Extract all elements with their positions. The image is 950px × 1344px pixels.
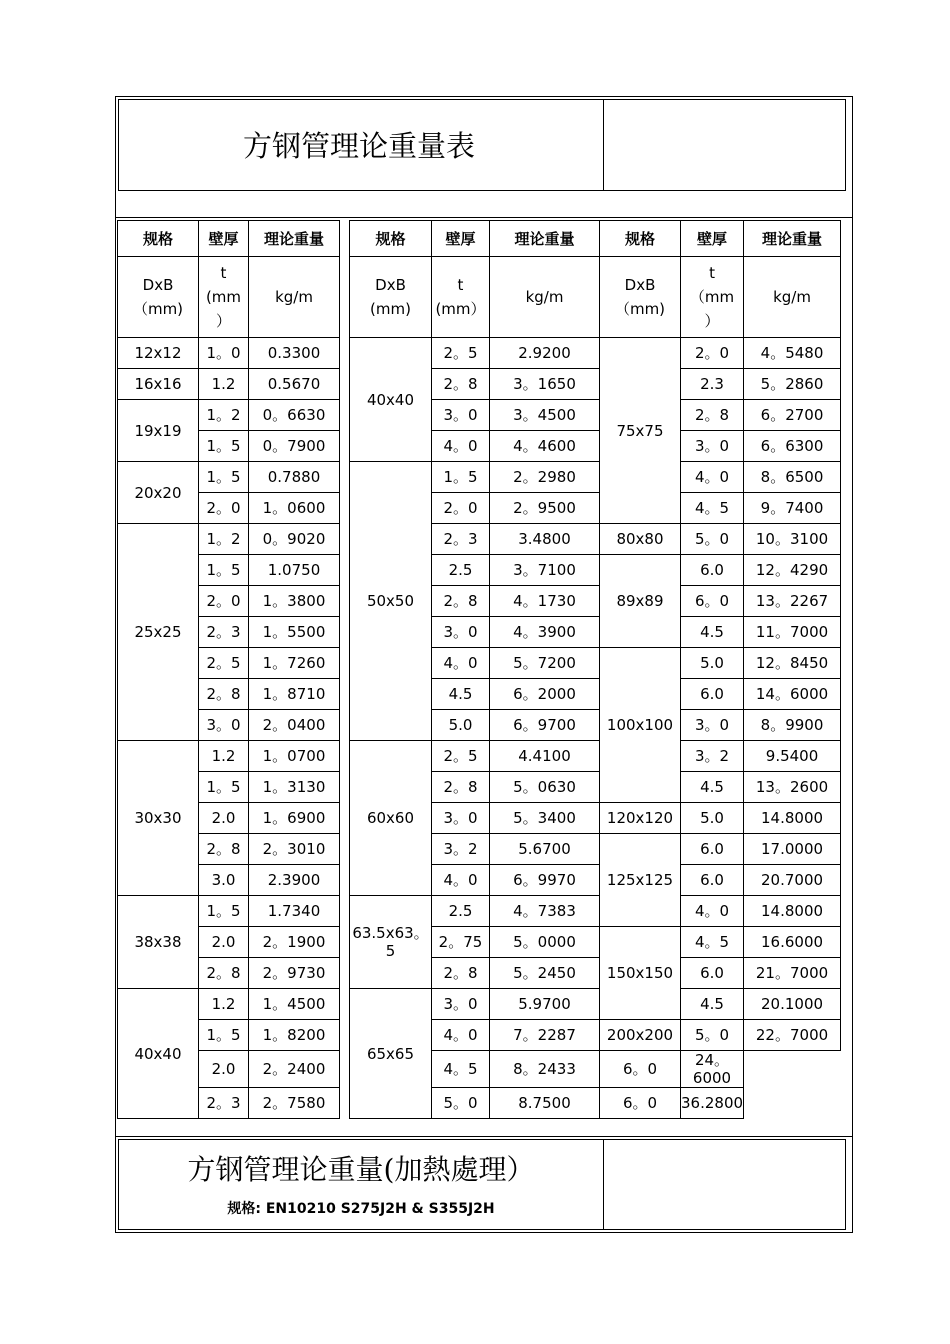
unit-weight: kg/m — [249, 257, 340, 338]
table-row — [118, 648, 841, 679]
weight-cell: 16.6000 — [744, 927, 841, 958]
weight-cell: 9.5400 — [744, 741, 841, 772]
size-cell: 60x60 — [350, 741, 432, 896]
divider-line — [115, 217, 853, 218]
weight-cell: 0。6630 — [249, 400, 340, 431]
thickness-cell: 4。0 — [432, 865, 490, 896]
title-cell — [119, 100, 604, 190]
size-cell: 12x12 — [118, 338, 199, 369]
thickness-cell: 4.5 — [681, 772, 744, 803]
weight-cell: 14。6000 — [744, 679, 841, 710]
thickness-cell: 6。0 — [600, 1088, 681, 1119]
weight-cell: 3.4800 — [490, 524, 600, 555]
thickness-cell: 2.0 — [199, 1051, 249, 1088]
weight-cell: 1。8200 — [249, 1020, 340, 1051]
weight-cell: 5。2860 — [744, 369, 841, 400]
table-row — [118, 865, 841, 896]
weight-cell: 13。2600 — [744, 772, 841, 803]
weight-cell: 20.1000 — [744, 989, 841, 1020]
unit-size: DxB （mm) — [118, 257, 199, 338]
weight-cell: 9。7400 — [744, 493, 841, 524]
weight-cell: 1。3800 — [249, 586, 340, 617]
table-row — [118, 555, 841, 586]
weight-cell: 13。2267 — [744, 586, 841, 617]
weight-cell: 1。0700 — [249, 741, 340, 772]
footer-title-main: 方钢管理论重量 — [187, 1152, 384, 1186]
thickness-cell: 6.0 — [681, 555, 744, 586]
footer-box — [118, 1139, 846, 1230]
weight-cell: 12。4290 — [744, 555, 841, 586]
table-row — [118, 772, 841, 803]
size-cell: 40x40 — [350, 338, 432, 462]
thickness-cell: 4。5 — [681, 493, 744, 524]
weight-cell: 6。9700 — [490, 710, 600, 741]
size-cell: 100x100 — [600, 648, 681, 803]
table-row — [118, 710, 841, 741]
weight-cell: 4。4600 — [490, 431, 600, 462]
weight-table — [117, 220, 841, 1119]
table-row — [118, 1020, 841, 1051]
table-row — [118, 524, 841, 555]
weight-cell: 8。6500 — [744, 462, 841, 493]
header-spec: 规格 — [118, 221, 199, 257]
divider-line — [115, 1136, 853, 1137]
table-row — [118, 617, 841, 648]
header-thickness: 壁厚 — [681, 221, 744, 257]
thickness-cell: 1。5 — [199, 555, 249, 586]
footer-title-paren: (加熱處理） — [383, 1152, 535, 1186]
weight-cell: 6。9970 — [490, 865, 600, 896]
weight-cell: 3。7100 — [490, 555, 600, 586]
size-cell: 16x16 — [118, 369, 199, 400]
thickness-cell: 6。0 — [681, 586, 744, 617]
size-cell: 80x80 — [600, 524, 681, 555]
thickness-cell: 1。2 — [199, 400, 249, 431]
weight-cell: 22。7000 — [744, 1020, 841, 1051]
size-cell: 125x125 — [600, 834, 681, 927]
table-row — [118, 803, 841, 834]
weight-cell: 6。6300 — [744, 431, 841, 462]
weight-cell: 1。0600 — [249, 493, 340, 524]
header-weight: 理论重量 — [249, 221, 340, 257]
thickness-cell: 2。8 — [432, 369, 490, 400]
size-cell: 120x120 — [600, 803, 681, 834]
column-gap — [340, 221, 350, 1119]
thickness-cell: 2.0 — [199, 803, 249, 834]
thickness-cell: 6.0 — [681, 865, 744, 896]
thickness-cell: 4。5 — [432, 1051, 490, 1088]
weight-cell: 2。2400 — [249, 1051, 340, 1088]
weight-cell: 11。7000 — [744, 617, 841, 648]
thickness-cell: 3。0 — [432, 989, 490, 1020]
thickness-cell: 4.5 — [681, 989, 744, 1020]
weight-cell: 4。7383 — [490, 896, 600, 927]
thickness-cell: 2.0 — [199, 927, 249, 958]
weight-cell: 5。2450 — [490, 958, 600, 989]
thickness-cell: 2.5 — [432, 896, 490, 927]
weight-cell: 8.7500 — [490, 1088, 600, 1119]
header-row — [118, 221, 841, 257]
size-cell: 20x20 — [118, 462, 199, 524]
weight-cell: 1。7260 — [249, 648, 340, 679]
size-cell: 38x38 — [118, 896, 199, 989]
thickness-cell: 3。0 — [432, 803, 490, 834]
thickness-cell: 4。0 — [681, 896, 744, 927]
weight-cell: 8。9900 — [744, 710, 841, 741]
unit-size: DxB (mm) — [350, 257, 432, 338]
weight-cell: 5。3400 — [490, 803, 600, 834]
table-row — [118, 493, 841, 524]
header-weight: 理论重量 — [744, 221, 841, 257]
thickness-cell: 2。75 — [432, 927, 490, 958]
thickness-cell: 2。8 — [199, 679, 249, 710]
weight-cell: 17.0000 — [744, 834, 841, 865]
thickness-cell: 2。5 — [199, 648, 249, 679]
size-cell: 50x50 — [350, 462, 432, 741]
size-cell: 30x30 — [118, 741, 199, 896]
thickness-cell: 2。3 — [199, 617, 249, 648]
weight-cell: 5。7200 — [490, 648, 600, 679]
header-weight: 理论重量 — [490, 221, 600, 257]
weight-cell: 0.5670 — [249, 369, 340, 400]
unit-thickness: t (mm ） — [199, 257, 249, 338]
footer-spec: 规格: EN10210 S275J2H & S355J2H — [227, 1200, 495, 1217]
weight-cell: 2。9500 — [490, 493, 600, 524]
table-row — [118, 896, 841, 927]
size-cell: 63.5x63。5 — [350, 896, 432, 989]
weight-cell: 2.3900 — [249, 865, 340, 896]
table-row — [118, 338, 841, 369]
thickness-cell: 4.5 — [681, 617, 744, 648]
thickness-cell: 3。0 — [432, 400, 490, 431]
thickness-cell: 1。0 — [199, 338, 249, 369]
weight-cell: 1.0750 — [249, 555, 340, 586]
thickness-cell: 1。5 — [199, 462, 249, 493]
thickness-cell: 2。8 — [199, 958, 249, 989]
weight-cell: 36.2800 — [681, 1088, 744, 1119]
thickness-cell: 2.5 — [432, 555, 490, 586]
weight-cell: 5。0630 — [490, 772, 600, 803]
table-row — [118, 989, 841, 1020]
weight-cell: 21。7000 — [744, 958, 841, 989]
footer-title — [188, 1148, 535, 1188]
weight-cell: 2。0400 — [249, 710, 340, 741]
weight-cell: 6。2700 — [744, 400, 841, 431]
thickness-cell: 5.0 — [681, 648, 744, 679]
size-cell: 25x25 — [118, 524, 199, 741]
weight-cell: 4。5480 — [744, 338, 841, 369]
thickness-cell: 1。5 — [199, 1020, 249, 1051]
weight-cell: 1.7340 — [249, 896, 340, 927]
weight-cell: 2。1900 — [249, 927, 340, 958]
thickness-cell: 5。0 — [432, 1088, 490, 1119]
thickness-cell: 1。5 — [199, 896, 249, 927]
thickness-cell: 4。0 — [432, 1020, 490, 1051]
thickness-cell: 6.0 — [681, 958, 744, 989]
weight-cell: 8。2433 — [490, 1051, 600, 1088]
size-cell: 40x40 — [118, 989, 199, 1119]
size-cell: 200x200 — [600, 1020, 681, 1051]
unit-thickness: t (mm） — [432, 257, 490, 338]
weight-cell: 10。3100 — [744, 524, 841, 555]
weight-cell: 6。2000 — [490, 679, 600, 710]
header-spec: 规格 — [350, 221, 432, 257]
weight-cell: 14.8000 — [744, 896, 841, 927]
weight-cell: 0.3300 — [249, 338, 340, 369]
thickness-cell: 4。0 — [432, 648, 490, 679]
weight-cell: 5。0000 — [490, 927, 600, 958]
thickness-cell: 2。3 — [199, 1088, 249, 1119]
thickness-cell: 5。0 — [681, 524, 744, 555]
thickness-cell: 2。0 — [199, 493, 249, 524]
thickness-cell: 2。5 — [432, 338, 490, 369]
thickness-cell: 2。8 — [432, 586, 490, 617]
thickness-cell: 1.2 — [199, 741, 249, 772]
table-row — [118, 927, 841, 958]
weight-cell: 3。1650 — [490, 369, 600, 400]
weight-cell: 3。4500 — [490, 400, 600, 431]
thickness-cell: 1。5 — [199, 431, 249, 462]
weight-cell: 4。1730 — [490, 586, 600, 617]
thickness-cell: 6。0 — [600, 1051, 681, 1088]
size-cell: 65x65 — [350, 989, 432, 1119]
table-row — [118, 369, 841, 400]
thickness-cell: 1。5 — [432, 462, 490, 493]
thickness-cell: 2。0 — [681, 338, 744, 369]
table-row — [118, 741, 841, 772]
thickness-cell: 4。0 — [432, 431, 490, 462]
weight-cell: 14.8000 — [744, 803, 841, 834]
thickness-cell: 2。8 — [432, 958, 490, 989]
thickness-cell: 2。8 — [199, 834, 249, 865]
weight-cell: 4.4100 — [490, 741, 600, 772]
table-row — [118, 400, 841, 431]
thickness-cell: 2。0 — [199, 586, 249, 617]
header-thickness: 壁厚 — [199, 221, 249, 257]
thickness-cell: 1.2 — [199, 989, 249, 1020]
thickness-cell: 1。5 — [199, 772, 249, 803]
weight-cell: 1。4500 — [249, 989, 340, 1020]
weight-cell: 0.7880 — [249, 462, 340, 493]
table-row — [118, 958, 841, 989]
thickness-cell: 3。0 — [681, 710, 744, 741]
weight-cell: 1。3130 — [249, 772, 340, 803]
table-row — [118, 1051, 841, 1088]
thickness-cell: 5.0 — [432, 710, 490, 741]
thickness-cell: 3。2 — [681, 741, 744, 772]
footer-title-cell — [119, 1140, 604, 1229]
thickness-cell: 6.0 — [681, 834, 744, 865]
thickness-cell: 4。5 — [681, 927, 744, 958]
weight-cell: 2。3010 — [249, 834, 340, 865]
weight-cell: 2。2980 — [490, 462, 600, 493]
size-cell: 89x89 — [600, 555, 681, 648]
weight-cell: 5.9700 — [490, 989, 600, 1020]
weight-cell: 0。9020 — [249, 524, 340, 555]
table-row — [118, 834, 841, 865]
header-thickness: 壁厚 — [432, 221, 490, 257]
weight-cell: 24。6000 — [681, 1051, 744, 1088]
thickness-cell: 2。8 — [681, 400, 744, 431]
weight-cell: 1。8710 — [249, 679, 340, 710]
size-cell: 150x150 — [600, 927, 681, 1020]
thickness-cell: 2。0 — [432, 493, 490, 524]
title-box — [118, 99, 846, 191]
weight-cell: 1。6900 — [249, 803, 340, 834]
weight-cell: 5.6700 — [490, 834, 600, 865]
unit-weight: kg/m — [744, 257, 841, 338]
thickness-cell: 1.2 — [199, 369, 249, 400]
unit-size: DxB （mm) — [600, 257, 681, 338]
unit-weight: kg/m — [490, 257, 600, 338]
size-cell: 19x19 — [118, 400, 199, 462]
table-row — [118, 586, 841, 617]
thickness-cell: 2。5 — [432, 741, 490, 772]
weight-cell: 0。7900 — [249, 431, 340, 462]
thickness-cell: 3。0 — [432, 617, 490, 648]
thickness-cell: 4。0 — [681, 462, 744, 493]
thickness-cell: 1。2 — [199, 524, 249, 555]
thickness-cell: 2.3 — [681, 369, 744, 400]
thickness-cell: 3。0 — [681, 431, 744, 462]
table-row — [118, 462, 841, 493]
table-row — [118, 431, 841, 462]
thickness-cell: 6.0 — [681, 679, 744, 710]
weight-cell: 2。9730 — [249, 958, 340, 989]
header-spec: 规格 — [600, 221, 681, 257]
thickness-cell: 5。0 — [681, 1020, 744, 1051]
weight-cell: 1。5500 — [249, 617, 340, 648]
weight-cell: 2.9200 — [490, 338, 600, 369]
weight-cell: 7。2287 — [490, 1020, 600, 1051]
weight-cell: 12。8450 — [744, 648, 841, 679]
table-row — [118, 1088, 841, 1119]
table-row — [118, 679, 841, 710]
weight-cell: 20.7000 — [744, 865, 841, 896]
thickness-cell: 3.0 — [199, 865, 249, 896]
thickness-cell: 5.0 — [681, 803, 744, 834]
size-cell: 75x75 — [600, 338, 681, 524]
weight-cell: 4。3900 — [490, 617, 600, 648]
thickness-cell: 2。8 — [432, 772, 490, 803]
weight-cell: 2。7580 — [249, 1088, 340, 1119]
thickness-cell: 4.5 — [432, 679, 490, 710]
thickness-cell: 3。0 — [199, 710, 249, 741]
unit-row — [118, 257, 841, 338]
thickness-cell: 3。2 — [432, 834, 490, 865]
page-title: 方钢管理论重量表 — [242, 128, 475, 163]
unit-thickness: t （mm ） — [681, 257, 744, 338]
thickness-cell: 2。3 — [432, 524, 490, 555]
